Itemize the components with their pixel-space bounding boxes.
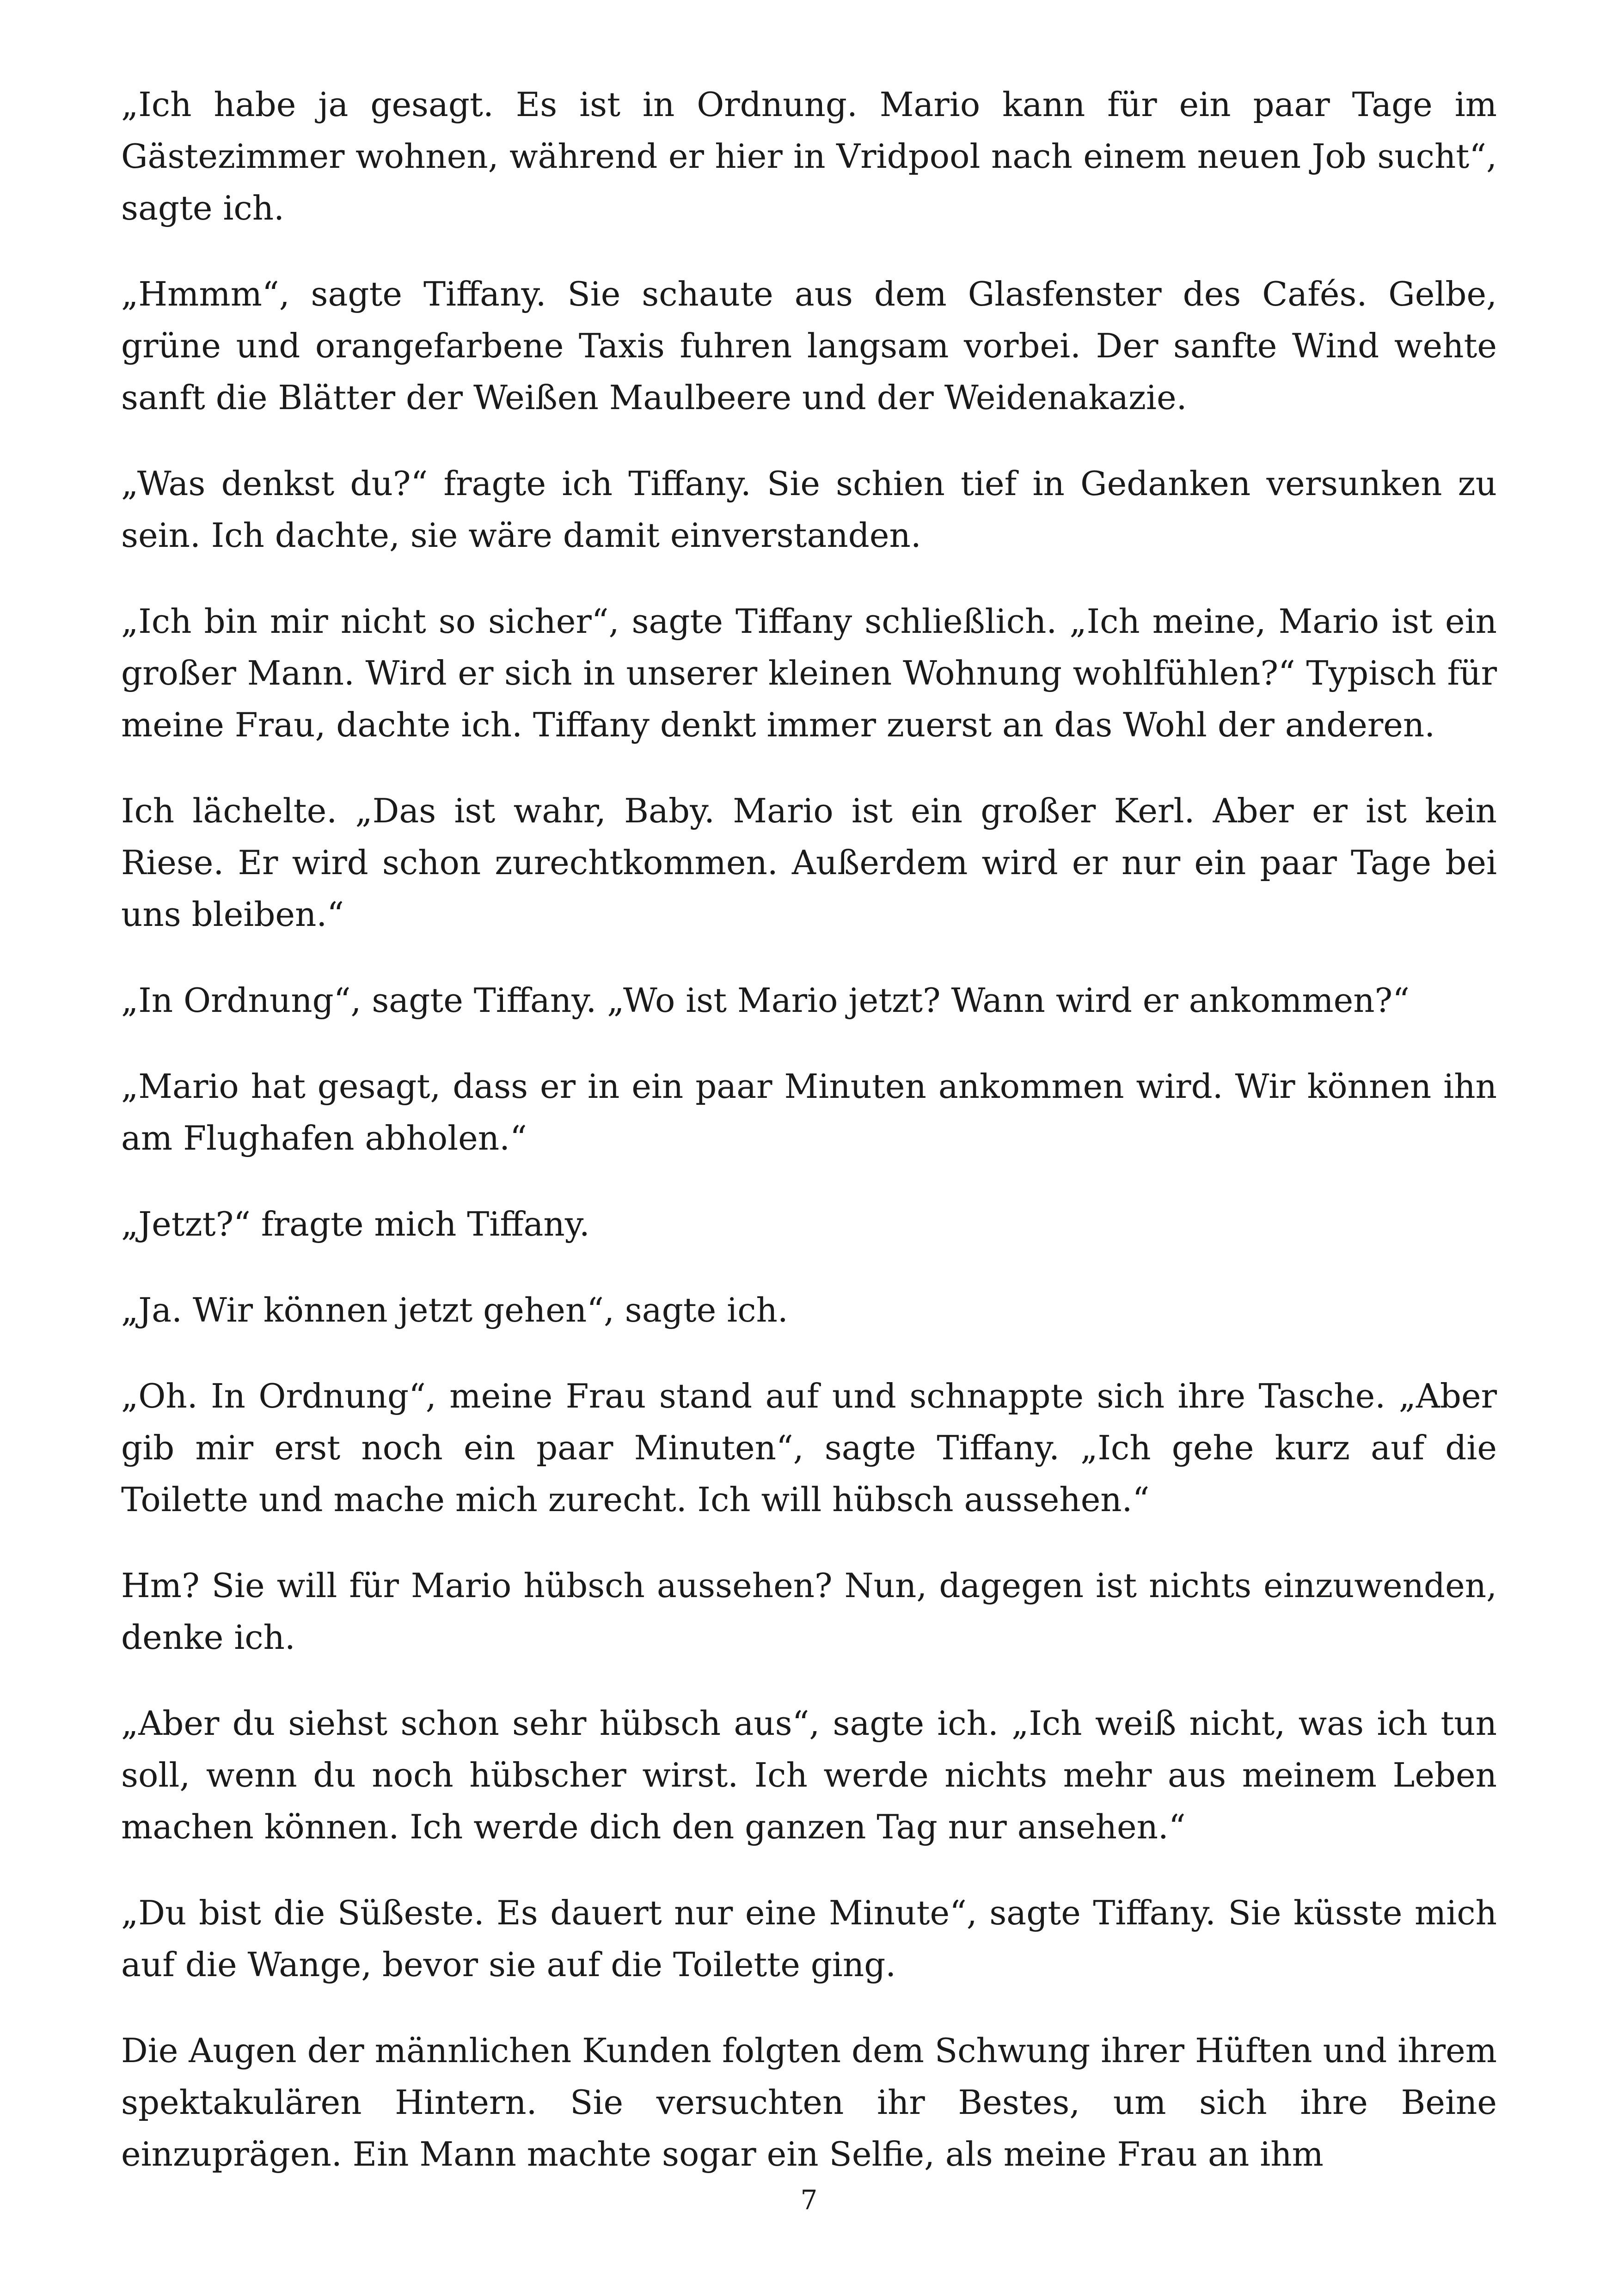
paragraph: „Ich bin mir nicht so sicher“, sagte Tiffany schließlich. „Ich meine, Mario ist ein großer Mann. Wird er sich in unserer kleinen Wohnung wohlfühlen?“ Typisch für meine Frau, dachte ich. Tiffany denkt immer zuerst an das Wohl der anderen. bbox=[121, 602, 1497, 744]
page-number: 7 bbox=[800, 2184, 818, 2216]
paragraph: „Jetzt?“ fragte mich Tiffany. bbox=[121, 1205, 590, 1243]
paragraph: „Hmmm“, sagte Tiffany. Sie schaute aus dem Glasfenster des Cafés. Gelbe, grüne und orangefarbene Taxis fuhren langsam vorbei. Der sanfte Wind wehte sanft die Blätter der Weißen Maulbeere und der Weidenakazie. bbox=[121, 275, 1497, 417]
paragraph: „Aber du siehst schon sehr hübsch aus“, sagte ich. „Ich weiß nicht, was ich tun soll, wenn du noch hübscher wirst. Ich werde nichts mehr aus meinem Leben machen können. Ich werde dich den ganzen Tag nur ansehen.“ bbox=[121, 1704, 1497, 1846]
paragraph: Die Augen der männlichen Kunden folgten dem Schwung ihrer Hüften und ihrem spektakulären Hintern. Sie versuchten ihr Bestes, um sich ihre Beine einzuprägen. Ein Mann machte sogar ein Selfie, als meine Frau an ihm bbox=[121, 2031, 1497, 2174]
paragraph: „Mario hat gesagt, dass er in ein paar Minuten ankommen wird. Wir können ihn am Flughafen abholen.“ bbox=[121, 1067, 1497, 1157]
paragraph: „Oh. In Ordnung“, meine Frau stand auf und schnappte sich ihre Tasche. „Aber gib mir erst noch ein paar Minuten“, sagte Tiffany. „Ich gehe kurz auf die Toilette und mache mich zurecht. Ich will hübsch aussehen.“ bbox=[121, 1377, 1497, 1519]
paragraph: „Was denkst du?“ fragte ich Tiffany. Sie schien tief in Gedanken versunken zu sein. Ich dachte, sie wäre damit einverstanden. bbox=[121, 464, 1497, 555]
paragraph: „Ja. Wir können jetzt gehen“, sagte ich. bbox=[121, 1291, 788, 1329]
paragraph: Hm? Sie will für Mario hübsch aussehen? Nun, dagegen ist nichts einzuwenden, denke ich. bbox=[121, 1566, 1497, 1657]
paragraph: Ich lächelte. „Das ist wahr, Baby. Mario ist ein großer Kerl. Aber er ist kein Riese. Er wird schon zurechtkommen. Außerdem wird er nur ein paar Tage bei uns bleiben.“ bbox=[121, 791, 1497, 934]
paragraph: „Du bist die Süßeste. Es dauert nur eine Minute“, sagte Tiffany. Sie küsste mich auf die Wange, bevor sie auf die Toilette ging. bbox=[121, 1893, 1497, 1984]
paragraph: „In Ordnung“, sagte Tiffany. „Wo ist Mario jetzt? Wann wird er ankommen?“ bbox=[121, 981, 1410, 1020]
body-text bbox=[121, 79, 1497, 2214]
paragraph: „Ich habe ja gesagt. Es ist in Ordnung. Mario kann für ein paar Tage im Gästezimmer wohnen, während er hier in Vridpool nach einem neuen Job sucht“, sagte ich. bbox=[121, 85, 1497, 227]
